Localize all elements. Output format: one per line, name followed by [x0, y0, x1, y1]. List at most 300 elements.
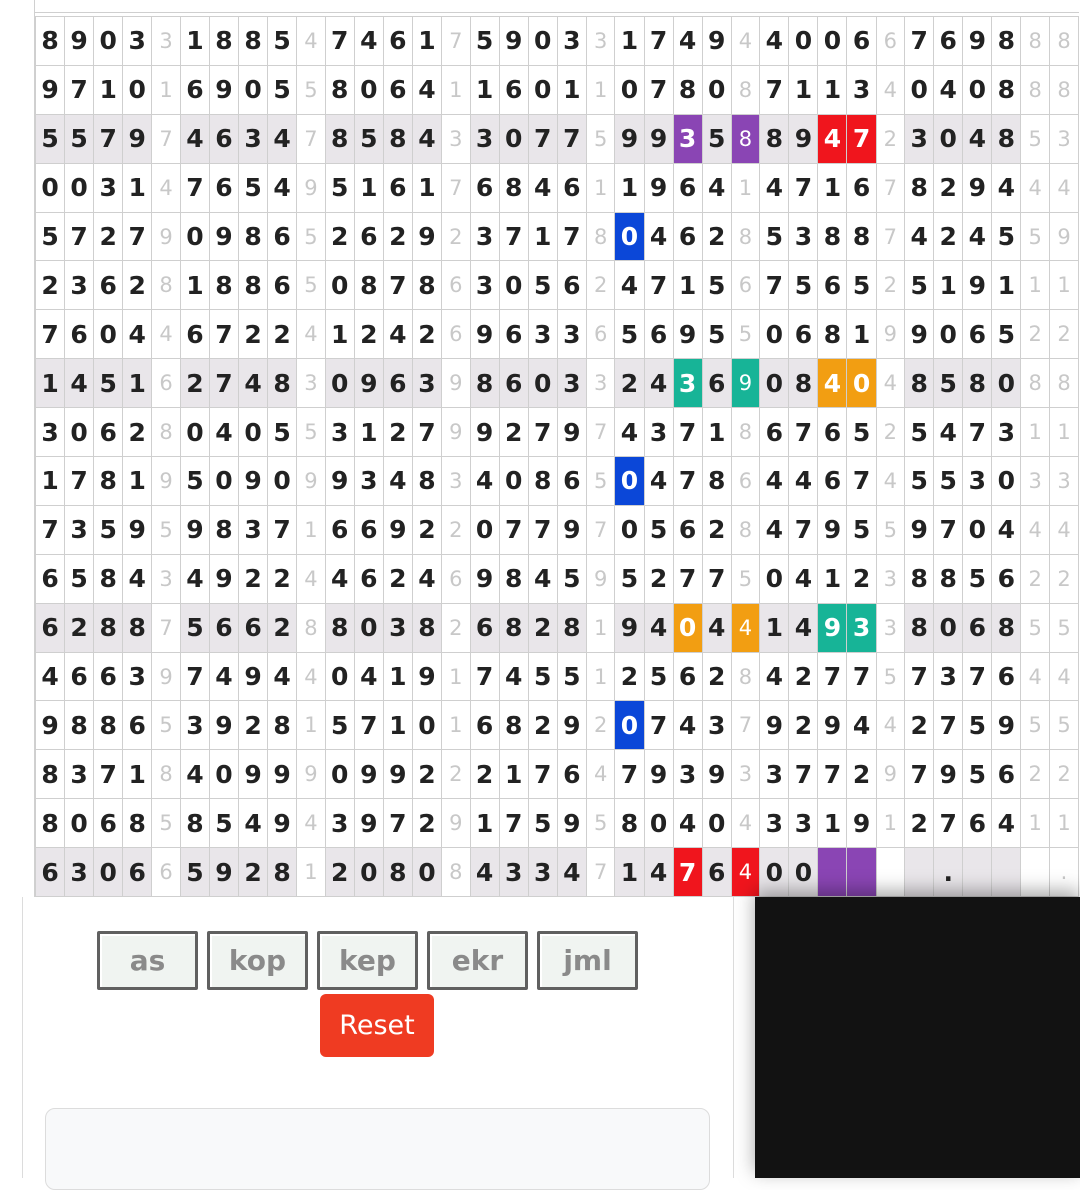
grid-cell: 0: [238, 65, 267, 114]
grid-cell: 5: [934, 359, 963, 408]
grid-cell: 7: [470, 652, 499, 701]
grid-cell: 8: [383, 114, 412, 163]
grid-separator-cell: 9: [876, 310, 905, 359]
grid-cell: 7: [528, 750, 557, 799]
grid-cell: 5: [36, 114, 65, 163]
grid-cell: 1: [847, 310, 876, 359]
grid-cell: 1: [992, 261, 1021, 310]
grid-cell: 7: [383, 261, 412, 310]
grid-cell: 5: [36, 212, 65, 261]
grid-cell: 9: [470, 310, 499, 359]
grid-cell: 5: [789, 261, 818, 310]
grid-cell: 4: [180, 114, 209, 163]
grid-cell: 0: [528, 17, 557, 66]
grid-cell: 0: [65, 408, 94, 457]
grid-cell: 7: [412, 408, 441, 457]
grid-cell: 2: [383, 408, 412, 457]
grid-cell: 8: [65, 701, 94, 750]
grid-cell: 8: [94, 701, 123, 750]
grid-cell: 4: [760, 457, 789, 506]
grid-cell: 1: [702, 408, 731, 457]
grid-cell: 0: [615, 505, 644, 554]
grid-cell: 9: [325, 457, 354, 506]
grid-cell: [905, 848, 934, 897]
grid-cell: 8: [123, 799, 152, 848]
grid-row: [36, 505, 1079, 554]
grid-separator-cell: 7: [586, 848, 615, 897]
grid-cell: 6: [818, 261, 847, 310]
grid-cell: 8: [528, 457, 557, 506]
grid-separator-cell: 8: [1050, 65, 1079, 114]
grid-cell: 5: [238, 163, 267, 212]
grid-separator-cell: 4: [876, 457, 905, 506]
grid-cell: 2: [94, 212, 123, 261]
grid-cell: 5: [760, 212, 789, 261]
grid-cell: 0: [963, 505, 992, 554]
grid-cell: 7: [905, 750, 934, 799]
grid-cell: 6: [354, 212, 383, 261]
grid-cell: 2: [65, 603, 94, 652]
grid-cell: 4: [644, 848, 673, 897]
grid-cell: 8: [992, 603, 1021, 652]
grid-cell: 9: [123, 505, 152, 554]
grid-cell: 4: [123, 554, 152, 603]
grid-cell: 1: [94, 65, 123, 114]
grid-cell: 4: [209, 652, 238, 701]
grid-cell: 9: [702, 750, 731, 799]
grid-cell: 1: [615, 848, 644, 897]
grid-cell: 4: [934, 65, 963, 114]
grid-cell: 7: [180, 652, 209, 701]
grid-cell: 4: [673, 17, 702, 66]
kep-button[interactable]: kep: [317, 931, 418, 990]
grid-cell: 9: [789, 114, 818, 163]
grid-cell: 7: [789, 505, 818, 554]
grid-cell: 3: [412, 359, 441, 408]
grid-cell: 5: [644, 505, 673, 554]
grid-row: [36, 652, 1079, 701]
grid-cell: 2: [123, 261, 152, 310]
grid-cell: 6: [209, 163, 238, 212]
grid-cell: 7: [673, 457, 702, 506]
grid-cell: 1: [615, 163, 644, 212]
grid-cell: 0: [499, 114, 528, 163]
grid-cell: 6: [963, 799, 992, 848]
grid-row: [36, 261, 1079, 310]
grid-cell: 0: [354, 603, 383, 652]
grid-cell: 6: [644, 310, 673, 359]
grid-cell: 7: [847, 457, 876, 506]
grid-cell: 5: [94, 359, 123, 408]
grid-cell: 6: [238, 603, 267, 652]
grid-cell: 2: [238, 310, 267, 359]
grid-cell: 0: [94, 848, 123, 897]
grid-cell: 8: [36, 17, 65, 66]
grid-separator-cell: 3: [1050, 457, 1079, 506]
grid-cell: 9: [644, 163, 673, 212]
grid-cell: 7: [644, 17, 673, 66]
grid-separator-cell: 7: [152, 114, 181, 163]
grid-cell: 7: [268, 505, 297, 554]
grid-separator-cell: 3: [731, 750, 760, 799]
grid-cell: 9: [905, 310, 934, 359]
grid-separator-cell: .: [1050, 848, 1079, 897]
grid-separator-cell: 2: [441, 212, 470, 261]
grid-cell: 0: [470, 505, 499, 554]
grid-separator-cell: 3: [1050, 114, 1079, 163]
grid-cell: 8: [499, 701, 528, 750]
grid-separator-cell: 5: [297, 408, 326, 457]
grid-cell: 3: [847, 603, 876, 652]
grid-cell: 8: [818, 310, 847, 359]
grid-cell: 5: [268, 408, 297, 457]
grid-separator-cell: 1: [876, 799, 905, 848]
grid-cell: 3: [65, 848, 94, 897]
grid-cell: 6: [94, 261, 123, 310]
jml-button[interactable]: jml: [537, 931, 638, 990]
grid-cell: 4: [992, 505, 1021, 554]
grid-cell: 6: [673, 163, 702, 212]
grid-separator-cell: 4: [586, 750, 615, 799]
grid-cell: 7: [209, 310, 238, 359]
grid-separator-cell: 2: [1021, 750, 1050, 799]
grid-cell: 9: [36, 701, 65, 750]
grid-cell: 7: [499, 799, 528, 848]
grid-cell: 4: [354, 17, 383, 66]
grid-separator-cell: 4: [152, 310, 181, 359]
grid-cell: 2: [123, 408, 152, 457]
grid-cell: 9: [818, 505, 847, 554]
grid-cell: 2: [934, 212, 963, 261]
grid-cell: 3: [36, 408, 65, 457]
grid-cell: 1: [499, 750, 528, 799]
grid-cell: 7: [528, 408, 557, 457]
grid-separator-cell: 9: [297, 163, 326, 212]
grid-cell: 1: [528, 212, 557, 261]
grid-cell: 6: [180, 310, 209, 359]
grid-cell: 7: [789, 408, 818, 457]
grid-cell: 7: [528, 505, 557, 554]
grid-row: [36, 848, 1079, 897]
grid-separator-cell: 8: [1050, 359, 1079, 408]
grid-separator-cell: 1: [1021, 799, 1050, 848]
grid-cell: 8: [238, 212, 267, 261]
grid-cell: 8: [760, 114, 789, 163]
grid-cell: 2: [702, 505, 731, 554]
grid-cell: 5: [615, 310, 644, 359]
grid-separator-cell: 2: [1050, 310, 1079, 359]
grid-row: [36, 750, 1079, 799]
grid-separator-cell: 8: [152, 261, 181, 310]
grid-cell: 2: [325, 848, 354, 897]
grid-cell: 7: [65, 457, 94, 506]
grid-cell: 9: [180, 505, 209, 554]
grid-cell: 5: [905, 261, 934, 310]
grid-cell: 1: [354, 408, 383, 457]
grid-cell: 0: [760, 359, 789, 408]
grid-separator-cell: 1: [441, 652, 470, 701]
grid-cell: 7: [847, 114, 876, 163]
grid-cell: 3: [702, 701, 731, 750]
grid-cell: 1: [470, 799, 499, 848]
grid-cell: 6: [36, 603, 65, 652]
grid-previous-row-sliver: [35, 0, 1079, 13]
grid-row: [36, 65, 1079, 114]
grid-cell: 6: [354, 554, 383, 603]
grid-cell: 8: [325, 65, 354, 114]
grid-separator-cell: 6: [441, 261, 470, 310]
grid-cell: 2: [180, 359, 209, 408]
grid-separator-cell: 2: [1050, 554, 1079, 603]
grid-cell: 4: [180, 554, 209, 603]
grid-separator-cell: 4: [731, 848, 760, 897]
grid-row: [36, 457, 1079, 506]
grid-cell: 5: [180, 457, 209, 506]
grid-cell: 3: [644, 408, 673, 457]
grid-cell: 4: [528, 163, 557, 212]
grid-cell: 8: [36, 799, 65, 848]
grid-separator-cell: 8: [731, 212, 760, 261]
grid-cell: 3: [557, 17, 586, 66]
grid-separator-cell: 9: [441, 799, 470, 848]
grid-cell: 2: [905, 701, 934, 750]
grid-cell: 9: [992, 701, 1021, 750]
grid-cell: 0: [36, 163, 65, 212]
grid-separator-cell: 1: [586, 652, 615, 701]
grid-cell: 7: [36, 310, 65, 359]
grid-separator-cell: 7: [876, 163, 905, 212]
grid-separator-cell: 7: [297, 114, 326, 163]
grid-separator-cell: 8: [731, 505, 760, 554]
grid-row: [36, 310, 1079, 359]
grid-cell: 9: [209, 65, 238, 114]
grid-cell: 9: [123, 114, 152, 163]
grid-separator-cell: 9: [152, 652, 181, 701]
grid-cell: 9: [354, 750, 383, 799]
grid-cell: 0: [760, 554, 789, 603]
grid-cell: 1: [789, 65, 818, 114]
grid-separator-cell: 7: [586, 505, 615, 554]
grid-cell: 4: [702, 163, 731, 212]
grid-cell: 0: [325, 359, 354, 408]
grid-separator-cell: 1: [1050, 408, 1079, 457]
grid-cell: 3: [123, 652, 152, 701]
grid-cell: 1: [123, 457, 152, 506]
grid-cell: 4: [818, 114, 847, 163]
grid-cell: 8: [992, 17, 1021, 66]
grid-cell: .: [934, 848, 963, 897]
grid-cell: 0: [934, 310, 963, 359]
grid-cell: 2: [238, 701, 267, 750]
grid-cell: 8: [123, 603, 152, 652]
grid-separator-cell: 7: [441, 17, 470, 66]
grid-cell: 9: [557, 505, 586, 554]
grid-cell: 4: [209, 408, 238, 457]
grid-cell: 3: [789, 799, 818, 848]
grid-cell: 7: [94, 114, 123, 163]
grid-cell: 6: [94, 799, 123, 848]
grid-cell: 4: [818, 359, 847, 408]
grid-separator-cell: 8: [731, 408, 760, 457]
grid-separator-cell: 8: [731, 652, 760, 701]
grid-cell: 7: [557, 114, 586, 163]
grid-cell: 3: [673, 114, 702, 163]
grid-cell: 3: [65, 261, 94, 310]
grid-cell: 2: [615, 652, 644, 701]
ekr-button[interactable]: ekr: [427, 931, 528, 990]
grid-cell: 8: [325, 114, 354, 163]
grid-cell: 9: [209, 554, 238, 603]
grid-cell: 9: [354, 359, 383, 408]
grid-cell: 8: [209, 17, 238, 66]
grid-cell: 9: [963, 17, 992, 66]
grid-cell: 9: [470, 554, 499, 603]
grid-separator-cell: 3: [297, 359, 326, 408]
grid-cell: 6: [354, 505, 383, 554]
grid-cell: 6: [123, 848, 152, 897]
grid-cell: 6: [673, 652, 702, 701]
grid-cell: 0: [180, 408, 209, 457]
grid-cell: 4: [65, 359, 94, 408]
as-button[interactable]: as: [97, 931, 198, 990]
grid-cell: 4: [905, 212, 934, 261]
grid-cell: 6: [760, 408, 789, 457]
grid-cell: 7: [818, 652, 847, 701]
grid-cell: 6: [470, 603, 499, 652]
grid-separator-cell: 9: [152, 457, 181, 506]
grid-cell: 9: [818, 603, 847, 652]
grid-separator-cell: 7: [152, 603, 181, 652]
grid-separator-cell: 4: [152, 163, 181, 212]
grid-separator-cell: 5: [297, 261, 326, 310]
grid-separator-cell: 8: [152, 408, 181, 457]
grid-cell: 3: [557, 310, 586, 359]
grid-cell: 2: [412, 505, 441, 554]
grid-cell: 3: [673, 359, 702, 408]
grid-cell: 6: [180, 65, 209, 114]
grid-cell: 8: [847, 212, 876, 261]
grid-cell: 4: [268, 163, 297, 212]
grid-cell: 4: [499, 652, 528, 701]
grid-cell: 1: [36, 359, 65, 408]
grid-cell: 0: [354, 848, 383, 897]
grid-cell: 2: [499, 408, 528, 457]
grid-cell: 5: [847, 408, 876, 457]
grid-cell: 6: [499, 310, 528, 359]
grid-cell: 6: [268, 261, 297, 310]
grid-cell: 0: [673, 603, 702, 652]
grid-cell: 4: [963, 212, 992, 261]
grid-cell: 4: [383, 310, 412, 359]
grid-cell: 5: [528, 799, 557, 848]
grid-cell: 1: [180, 261, 209, 310]
grid-cell: 1: [354, 163, 383, 212]
grid-cell: 9: [268, 799, 297, 848]
grid-cell: 5: [905, 457, 934, 506]
grid-separator-cell: 6: [731, 457, 760, 506]
grid-cell: 7: [673, 848, 702, 897]
grid-cell: 6: [934, 17, 963, 66]
grid-cell: 5: [702, 261, 731, 310]
grid-row: [36, 17, 1079, 66]
grid-cell: 5: [180, 848, 209, 897]
grid-cell: 2: [268, 554, 297, 603]
grid-separator-cell: 5: [876, 505, 905, 554]
grid-cell: 3: [65, 505, 94, 554]
grid-cell: 8: [94, 603, 123, 652]
grid-cell: 5: [615, 554, 644, 603]
grid-separator-cell: 9: [731, 359, 760, 408]
grid-cell: 1: [818, 554, 847, 603]
grid-cell: 6: [499, 359, 528, 408]
grid-separator-cell: 3: [1021, 457, 1050, 506]
grid-cell: 2: [905, 799, 934, 848]
grid-row: [36, 554, 1079, 603]
grid-cell: 5: [470, 17, 499, 66]
grid-cell: 4: [760, 17, 789, 66]
grid-cell: 2: [702, 212, 731, 261]
grid-cell: [963, 848, 992, 897]
grid-cell: 7: [557, 212, 586, 261]
grid-cell: 2: [789, 701, 818, 750]
grid-cell: 9: [615, 603, 644, 652]
grid-cell: 0: [94, 17, 123, 66]
grid-separator-cell: 1: [297, 505, 326, 554]
grid-cell: 0: [934, 603, 963, 652]
grid-cell: 2: [412, 750, 441, 799]
grid-separator-cell: 9: [441, 408, 470, 457]
grid-separator-cell: 2: [441, 505, 470, 554]
grid-separator-cell: 3: [586, 17, 615, 66]
grid-cell: 4: [123, 310, 152, 359]
grid-cell: 9: [905, 505, 934, 554]
reset-button[interactable]: Reset: [320, 994, 434, 1057]
grid-cell: 3: [789, 212, 818, 261]
grid-cell: 7: [180, 163, 209, 212]
grid-separator-cell: 3: [152, 554, 181, 603]
grid-cell: 4: [412, 554, 441, 603]
grid-cell: 2: [238, 554, 267, 603]
grid-cell: 3: [992, 408, 1021, 457]
grid-separator-cell: 8: [586, 212, 615, 261]
grid-cell: 1: [934, 261, 963, 310]
grid-cell: 6: [557, 750, 586, 799]
grid-row: [36, 212, 1079, 261]
grid-cell: 3: [238, 114, 267, 163]
grid-cell: 5: [325, 163, 354, 212]
grid-separator-cell: 8: [297, 603, 326, 652]
kop-button[interactable]: kop: [207, 931, 308, 990]
grid-cell: 1: [673, 261, 702, 310]
grid-separator-cell: 6: [441, 554, 470, 603]
grid-cell: 6: [702, 848, 731, 897]
grid-cell: 0: [94, 310, 123, 359]
grid-separator-cell: 9: [297, 750, 326, 799]
grid-cell: 4: [644, 457, 673, 506]
grid-cell: 6: [992, 652, 1021, 701]
grid-cell: 6: [992, 750, 1021, 799]
grid-cell: 4: [383, 457, 412, 506]
grid-separator-cell: 8: [1021, 17, 1050, 66]
grid-cell: 8: [94, 457, 123, 506]
grid-separator-cell: 1: [1021, 408, 1050, 457]
grid-cell: 5: [992, 212, 1021, 261]
grid-cell: 1: [412, 17, 441, 66]
grid-cell: 3: [528, 848, 557, 897]
grid-cell: 4: [789, 457, 818, 506]
grid-cell: 3: [325, 799, 354, 848]
grid-separator-cell: 3: [586, 359, 615, 408]
